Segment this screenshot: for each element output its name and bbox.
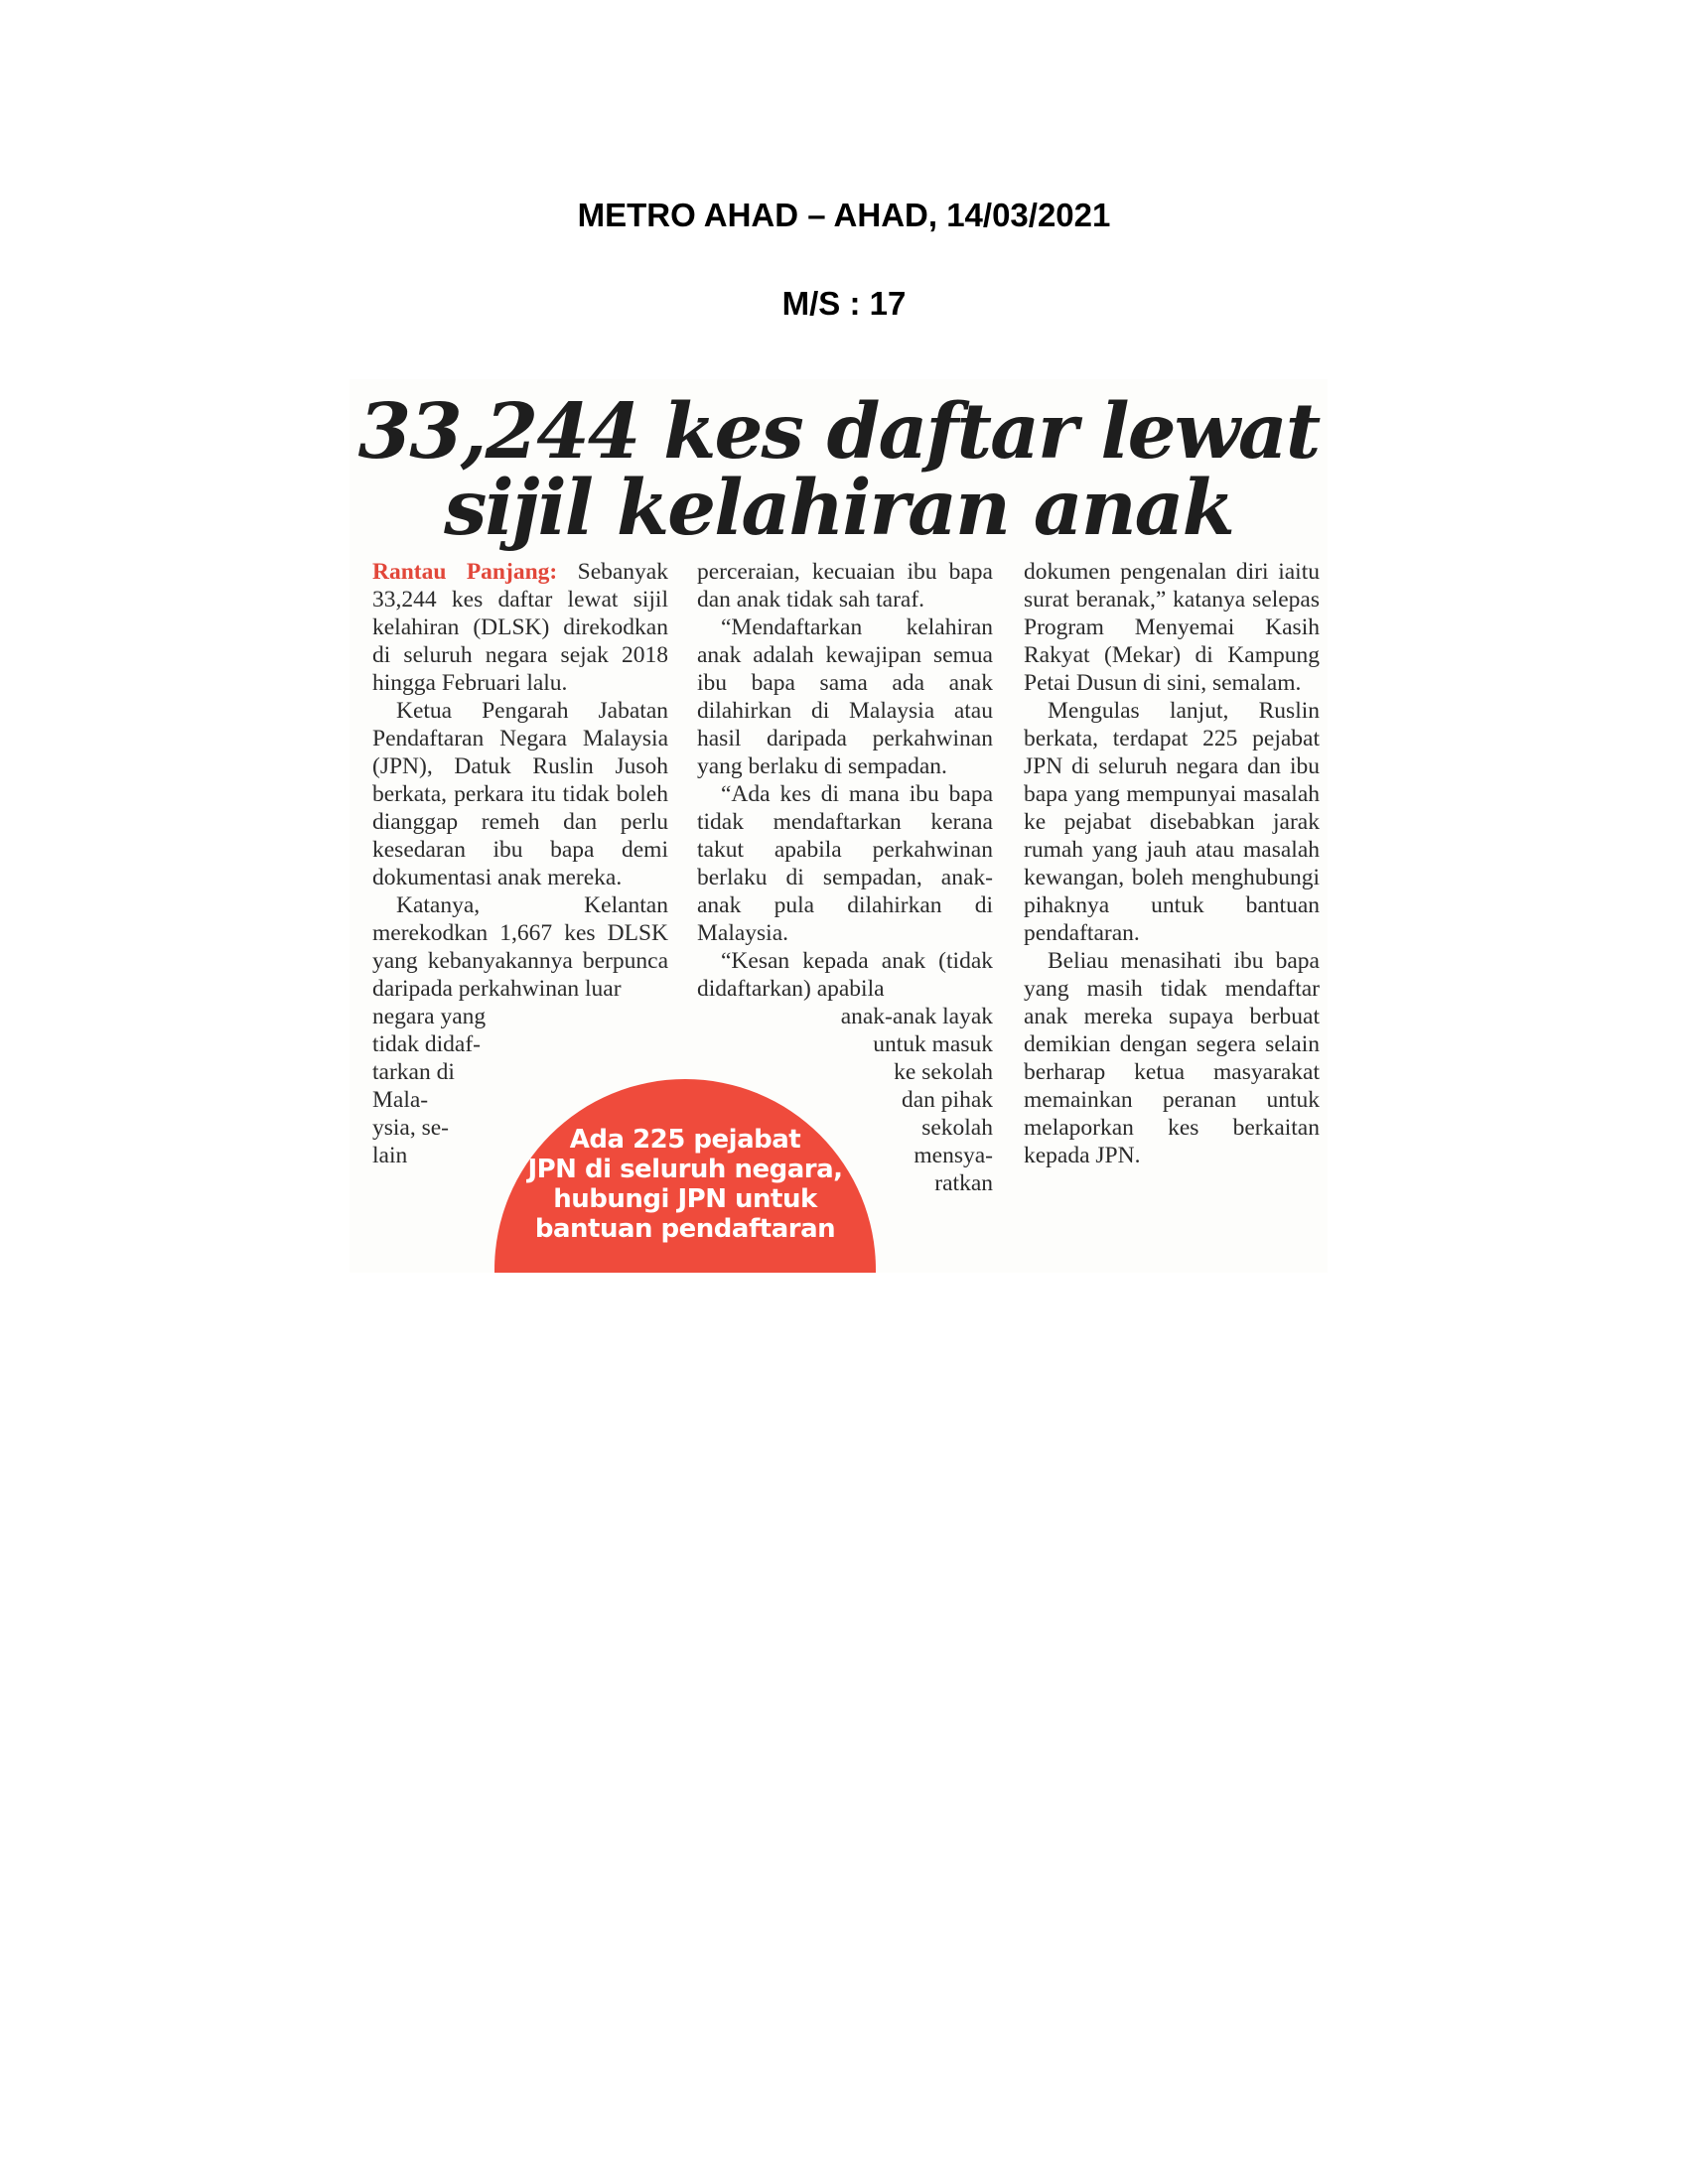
callout-line: hubungi JPN untuk bbox=[553, 1184, 817, 1214]
callout-line: bantuan pendaftaran bbox=[534, 1214, 836, 1244]
callout-text bbox=[494, 1125, 876, 1244]
wrap-line: lain bbox=[372, 1143, 408, 1168]
callout-line: JPN di seluruh negara, bbox=[527, 1155, 843, 1184]
wrap-line: dan pihak bbox=[901, 1087, 993, 1113]
headline-line-2: sijil kelahiran anak bbox=[444, 464, 1233, 553]
paragraph: Katanya, Kelantan merekodkan 1,667 kes DLSK yang kebanyakannya berpunca daripada perkahwinan luar bbox=[372, 892, 668, 1002]
wrap-line: mensya- bbox=[914, 1143, 993, 1168]
wrap-line: sekolah bbox=[921, 1115, 993, 1141]
paragraph: Beliau menasihati ibu bapa yang masih tidak mendaftar anak mereka supaya berbuat demikian dengan segera selain berharap ketua masyarakat memainkan peranan untuk melaporkan kes berkaitan kepada JPN. bbox=[1024, 948, 1320, 1168]
dateline: Rantau Panjang: bbox=[372, 559, 558, 585]
callout-line: Ada 225 pejabat bbox=[569, 1125, 801, 1155]
paragraph: “Kesan kepada anak (tidak didaftarkan) apabila bbox=[697, 948, 993, 1002]
publication-header: METRO AHAD – AHAD, 14/03/2021 bbox=[577, 197, 1111, 233]
paragraph: “Mendaftarkan kelahiran anak adalah kewajipan semua ibu bapa sama ada anak dilahirkan di Malaysia atau hasil daripada perkahwinan yang berlaku di sempadan. bbox=[697, 614, 993, 779]
wrap-line: Mala- bbox=[372, 1087, 429, 1113]
paragraph-text: Sebanyak 33,244 kes daftar lewat sijil kelahiran (DLSK) direkodkan di seluruh negara sejak 2018 hingga Februari lalu. bbox=[372, 559, 668, 696]
wrap-line: ratkan bbox=[934, 1170, 993, 1196]
wrap-line: tidak didaf- bbox=[372, 1031, 481, 1057]
headline-line-1: 33,244 kes daftar lewat bbox=[357, 387, 1320, 477]
paragraph: perceraian, kecuaian ibu bapa dan anak tidak sah taraf. bbox=[697, 559, 993, 613]
article-column-3 bbox=[1024, 558, 1320, 1169]
wrap-line: negara yang bbox=[372, 1004, 487, 1029]
wrap-line: anak-anak layak bbox=[840, 1004, 993, 1029]
wrap-line: ke sekolah bbox=[894, 1059, 993, 1085]
page-number: M/S : 17 bbox=[781, 285, 907, 322]
paragraph: “Ada kes di mana ibu bapa tidak mendaftarkan kerana takut apabila perkahwinan berlaku di sempadan, anak-anak pula dilahirkan di Malaysia. bbox=[697, 781, 993, 946]
paragraph bbox=[372, 558, 668, 697]
wrap-line: ysia, se- bbox=[372, 1115, 450, 1141]
paragraph: dokumen pengenalan diri iaitu surat beranak,” katanya selepas Program Menyemai Kasih Rakyat (Mekar) di Kampung Petai Dusun di sini, semalam. bbox=[1024, 559, 1320, 696]
article-column-1 bbox=[372, 558, 668, 1169]
wrap-line: untuk masuk bbox=[873, 1031, 993, 1057]
wrap-line: tarkan di bbox=[372, 1059, 455, 1085]
newspaper-clipping bbox=[350, 379, 1328, 1273]
paragraph: Ketua Pengarah Jabatan Pendaftaran Negara Malaysia (JPN), Datuk Ruslin Jusoh berkata, perkara itu tidak boleh dianggap remeh dan perlu kesedaran ibu bapa demi dokumentasi anak mereka. bbox=[372, 698, 668, 890]
paragraph: Mengulas lanjut, Ruslin berkata, terdapat 225 pejabat JPN di seluruh negara dan ibu bapa yang mempunyai masalah ke pejabat disebabkan jarak rumah yang jauh atau masalah kewangan, boleh menghubungi pihaknya untuk bantuan pendaftaran. bbox=[1024, 698, 1320, 946]
